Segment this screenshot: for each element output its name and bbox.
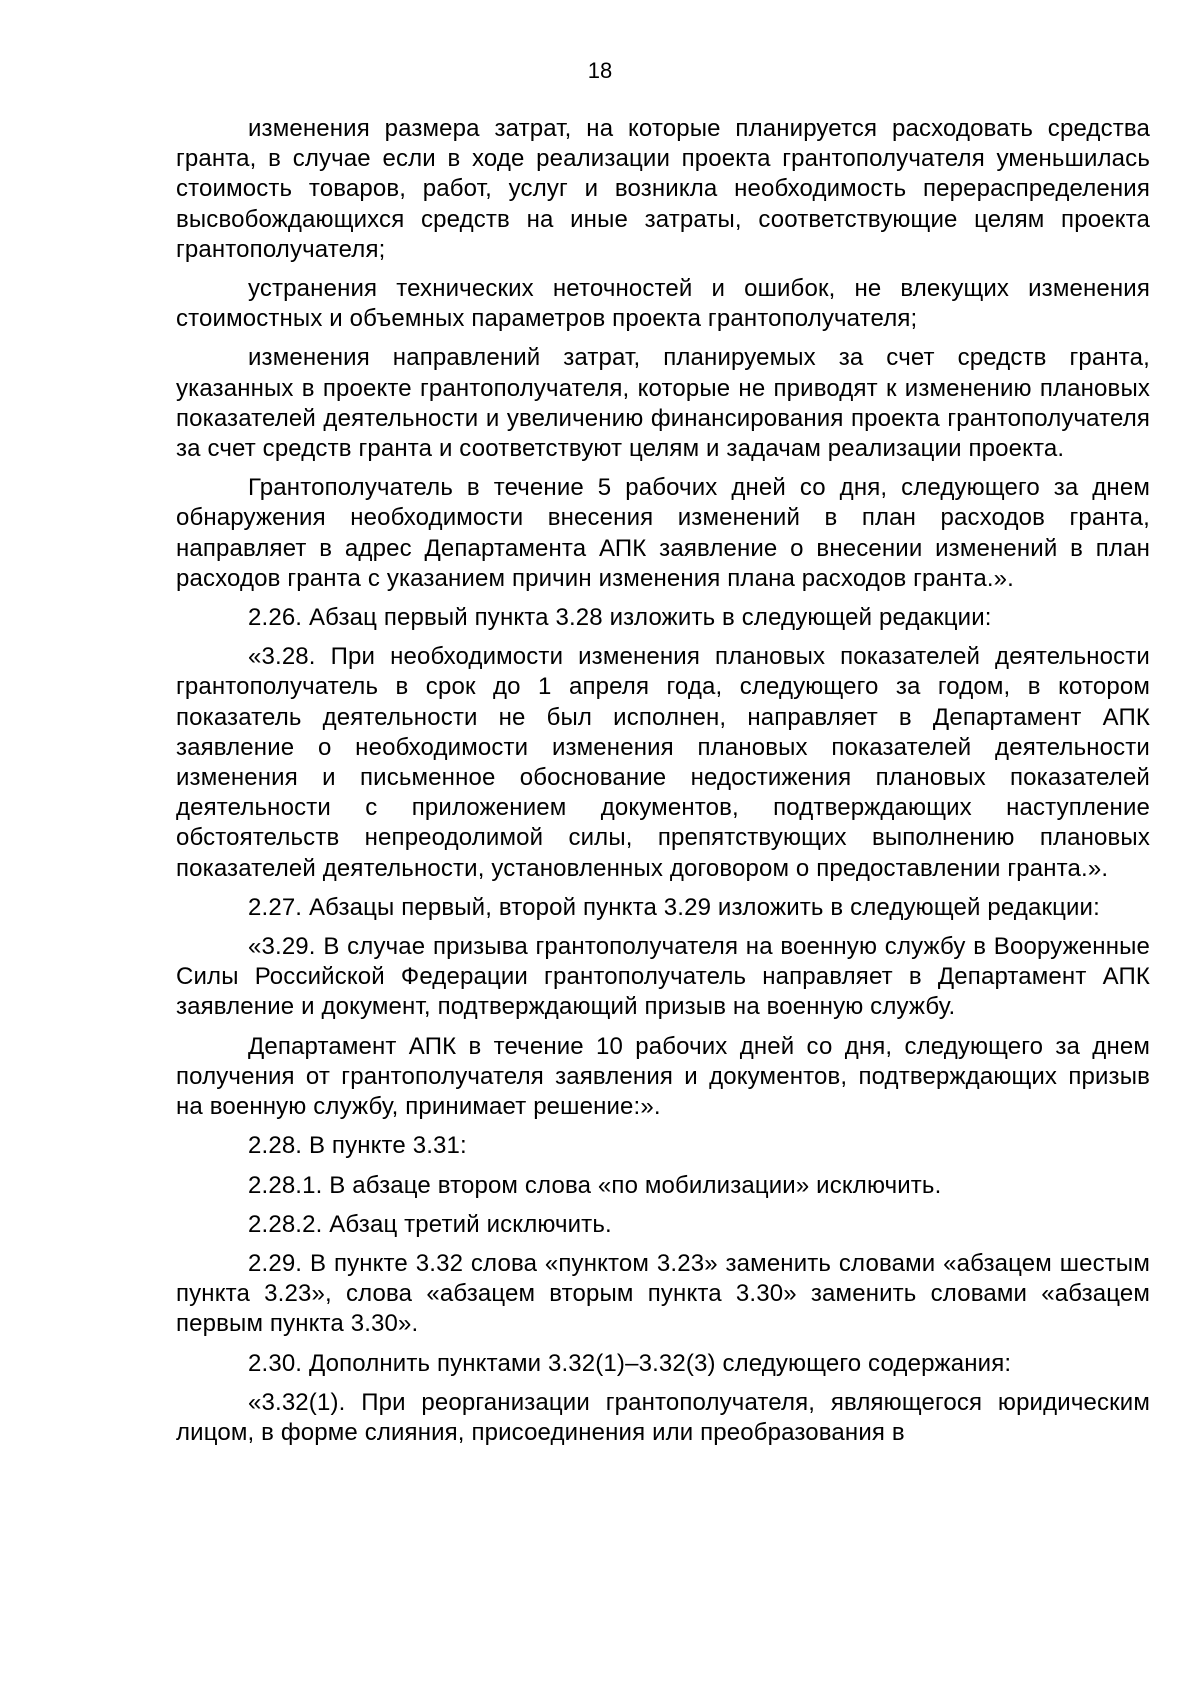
paragraph-13: 2.29. В пункте 3.32 слова «пунктом 3.23» заменить словами «абзацем шестым пункта 3.23», слова «абзацем вторым пункта 3.30» заменить словами «абзацем первым пункта 3.30». bbox=[176, 1249, 1150, 1338]
paragraph-7: 2.27. Абзацы первый, второй пункта 3.29 изложить в следующей редакции: bbox=[248, 893, 1100, 921]
paragraph-11: 2.28.1. В абзаце втором слова «по мобилизации» исключить. bbox=[248, 1171, 942, 1199]
paragraph-3: изменения направлений затрат, планируемых за счет средств гранта, указанных в проекте грантополучателя, которые не приводят к изменению плановых показателей деятельности и увеличению финансирования проекта грантополучателя за счет средств гранта и соответствуют целям и задачам реализации проекта. bbox=[176, 344, 1150, 463]
paragraph-1: изменения размера затрат, на которые планируется расходовать средства гранта, в случае если в ходе реализации проекта грантополучателя уменьшилась стоимость товаров, работ, услуг и возникла необходимость перераспределения высвобождающихся средств на иные затраты, соответствующие целям проекта грантополучателя; bbox=[176, 115, 1150, 263]
paragraph-10: 2.28. В пункте 3.31: bbox=[248, 1132, 467, 1160]
paragraph-6: «3.28. При необходимости изменения плановых показателей деятельности грантополучатель в срок до 1 апреля года, следующего за годом, в котором показатель деятельности не был исполнен, направляет в Департамент АПК заявление о необходимости изменения плановых показателей деятельности изменения и письменное обоснование недостижения плановых показателей деятельности с приложением документов, подтверждающих наступление обстоятельств непреодолимой силы, препятствующих выполнению плановых показателей деятельности, установленных договором о предоставлении гранта.». bbox=[176, 643, 1150, 882]
paragraph-5: 2.26. Абзац первый пункта 3.28 изложить в следующей редакции: bbox=[248, 604, 992, 632]
paragraph-12: 2.28.2. Абзац третий исключить. bbox=[248, 1210, 612, 1238]
paragraph-2: устранения технических неточностей и ошибок, не влекущих изменения стоимостных и объемных параметров проекта грантополучателя; bbox=[176, 275, 1150, 333]
paragraph-4: Грантополучатель в течение 5 рабочих дней со дня, следующего за днем обнаружения необходимости внесения изменений в план расходов гранта, направляет в адрес Департамента АПК заявление о внесении изменений в план расходов гранта с указанием причин изменения плана расходов гранта.». bbox=[176, 474, 1150, 592]
document-body bbox=[176, 114, 1150, 1457]
page-number: 18 bbox=[587, 58, 613, 83]
paragraph-15: «3.32(1). При реорганизации грантополучателя, являющегося юридическим лицом, в форме слияния, присоединения или преобразования в bbox=[176, 1388, 1150, 1446]
paragraph-14: 2.30. Дополнить пунктами 3.32(1)–3.32(3) следующего содержания: bbox=[248, 1349, 1012, 1377]
paragraph-8: «3.29. В случае призыва грантополучателя на военную службу в Вооруженные Силы Российской Федерации грантополучатель направляет в Департамент АПК заявление и документ, подтверждающий призыв на военную службу. bbox=[176, 933, 1150, 1021]
paragraph-9: Департамент АПК в течение 10 рабочих дней со дня, следующего за днем получения от грантополучателя заявления и документов, подтверждающих призыв на военную службу, принимает решение:». bbox=[176, 1032, 1150, 1121]
